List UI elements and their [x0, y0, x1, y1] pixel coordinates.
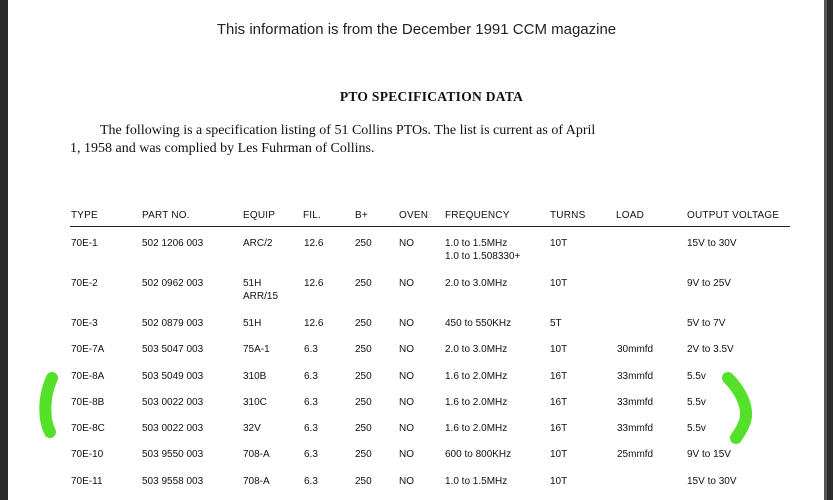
- cell-fil: 6.3: [304, 449, 318, 460]
- cell-turns: 16T: [550, 371, 568, 382]
- cell-type: 70E-1: [71, 238, 98, 249]
- intro-line-2: 1, 1958 and was complied by Les Fuhrman of Collins.: [70, 141, 375, 156]
- cell-oven: NO: [399, 371, 414, 382]
- cell-equip: 75A-1: [243, 344, 270, 355]
- cell-part-no: 502 1206 003: [142, 238, 204, 249]
- cell-turns: 5T: [550, 318, 562, 329]
- cell-output-voltage: 5V to 7V: [687, 318, 726, 329]
- cell-bplus: 250: [355, 476, 372, 487]
- cell-fil: 6.3: [304, 476, 318, 487]
- cell-equip: 51H: [243, 318, 262, 329]
- cell-bplus: 250: [355, 423, 372, 434]
- cell-equip: 708-A: [243, 476, 270, 487]
- cell-type: 70E-7A: [71, 344, 105, 355]
- cell-fil: 6.3: [304, 371, 318, 382]
- intro-line-1: The following is a specification listing of 51 Collins PTOs. The list is current as of April: [100, 123, 596, 138]
- cell-equip: 310B: [243, 371, 267, 382]
- cell-oven: NO: [399, 238, 414, 249]
- cell-part-no: 503 5047 003: [142, 344, 204, 355]
- cell-type: 70E-3: [71, 318, 98, 329]
- cell-type: 70E-8C: [71, 423, 105, 434]
- source-note: This information is from the December 1991 CCM magazine: [216, 21, 617, 38]
- cell-part-no: 503 5049 003: [142, 371, 204, 382]
- cell-frequency: 600 to 800KHz: [445, 449, 512, 460]
- cell-type: 70E-8B: [71, 397, 105, 408]
- cell-fil: 12.6: [304, 238, 324, 249]
- header-equip: EQUIP: [243, 210, 276, 221]
- cell-frequency: 450 to 550KHz: [445, 318, 512, 329]
- cell-frequency-line2: 1.0 to 1.508330+: [445, 251, 521, 262]
- cell-equip: ARC/2: [243, 238, 273, 249]
- cell-bplus: 250: [355, 238, 372, 249]
- cell-part-no: 503 9550 003: [142, 449, 204, 460]
- cell-type: 70E-11: [71, 476, 103, 487]
- cell-part-no: 503 0022 003: [142, 423, 204, 434]
- cell-oven: NO: [399, 344, 414, 355]
- cell-oven: NO: [399, 318, 414, 329]
- cell-oven: NO: [399, 278, 414, 289]
- cell-output-voltage: 5.5v: [687, 423, 706, 434]
- highlight-bracket-left: [45, 378, 52, 432]
- cell-equip: 32V: [243, 423, 261, 434]
- cell-load: 25mmfd: [617, 449, 654, 460]
- cell-oven: NO: [399, 476, 414, 487]
- cell-output-voltage: 9V to 15V: [687, 449, 731, 460]
- cell-type: 70E-2: [71, 278, 98, 289]
- cell-oven: NO: [399, 423, 414, 434]
- header-part-no: PART NO.: [142, 210, 190, 221]
- cell-turns: 16T: [550, 423, 568, 434]
- cell-turns: 16T: [550, 397, 568, 408]
- cell-fil: 12.6: [304, 318, 324, 329]
- cell-oven: NO: [399, 397, 414, 408]
- cell-part-no: 502 0879 003: [142, 318, 204, 329]
- cell-output-voltage: 5.5v: [687, 397, 706, 408]
- cell-bplus: 250: [355, 318, 372, 329]
- cell-fil: 6.3: [304, 397, 318, 408]
- cell-load: 33mmfd: [617, 397, 654, 408]
- header-fil: FIL.: [303, 210, 322, 221]
- cell-output-voltage: 2V to 3.5V: [687, 344, 734, 355]
- cell-turns: 10T: [550, 238, 568, 249]
- cell-turns: 10T: [550, 344, 568, 355]
- header-oven: OVEN: [399, 210, 429, 221]
- cell-fil: 6.3: [304, 423, 318, 434]
- cell-equip-line2: ARR/15: [243, 291, 279, 302]
- cell-bplus: 250: [355, 344, 372, 355]
- cell-turns: 10T: [550, 449, 568, 460]
- cell-part-no: 502 0962 003: [142, 278, 204, 289]
- cell-oven: NO: [399, 449, 414, 460]
- cell-frequency: 1.0 to 1.5MHz: [445, 476, 508, 487]
- cell-load: 30mmfd: [617, 344, 654, 355]
- cell-turns: 10T: [550, 278, 568, 289]
- cell-equip: 708-A: [243, 449, 270, 460]
- cell-turns: 10T: [550, 476, 568, 487]
- cell-part-no: 503 0022 003: [142, 397, 204, 408]
- cell-frequency: 1.6 to 2.0MHz: [445, 397, 508, 408]
- cell-frequency: 2.0 to 3.0MHz: [445, 344, 508, 355]
- header-load: LOAD: [616, 210, 645, 221]
- cell-load: 33mmfd: [617, 371, 654, 382]
- cell-equip: 51H: [243, 278, 262, 289]
- cell-load: 33mmfd: [617, 423, 654, 434]
- cell-bplus: 250: [355, 278, 372, 289]
- header-bplus: B+: [355, 210, 368, 221]
- cell-output-voltage: 15V to 30V: [687, 238, 737, 249]
- cell-type: 70E-10: [71, 449, 104, 460]
- cell-output-voltage: 5.5v: [687, 371, 706, 382]
- cell-bplus: 250: [355, 449, 372, 460]
- cell-frequency: 1.6 to 2.0MHz: [445, 371, 508, 382]
- cell-equip: 310C: [243, 397, 267, 408]
- header-turns: TURNS: [550, 210, 586, 221]
- cell-frequency: 2.0 to 3.0MHz: [445, 278, 508, 289]
- cell-frequency: 1.6 to 2.0MHz: [445, 423, 508, 434]
- cell-output-voltage: 15V to 30V: [687, 476, 737, 487]
- document-title: PTO SPECIFICATION DATA: [339, 89, 524, 104]
- cell-fil: 6.3: [304, 344, 318, 355]
- header-output-voltage: OUTPUT VOLTAGE: [687, 210, 780, 221]
- header-frequency: FREQUENCY: [445, 210, 510, 221]
- cell-fil: 12.6: [304, 278, 324, 289]
- cell-bplus: 250: [355, 397, 372, 408]
- cell-type: 70E-8A: [71, 371, 105, 382]
- highlight-bracket-right: [728, 378, 746, 438]
- header-type: TYPE: [71, 210, 98, 221]
- cell-bplus: 250: [355, 371, 372, 382]
- cell-output-voltage: 9V to 25V: [687, 278, 731, 289]
- cell-part-no: 503 9558 003: [142, 476, 204, 487]
- cell-frequency: 1.0 to 1.5MHz: [445, 238, 508, 249]
